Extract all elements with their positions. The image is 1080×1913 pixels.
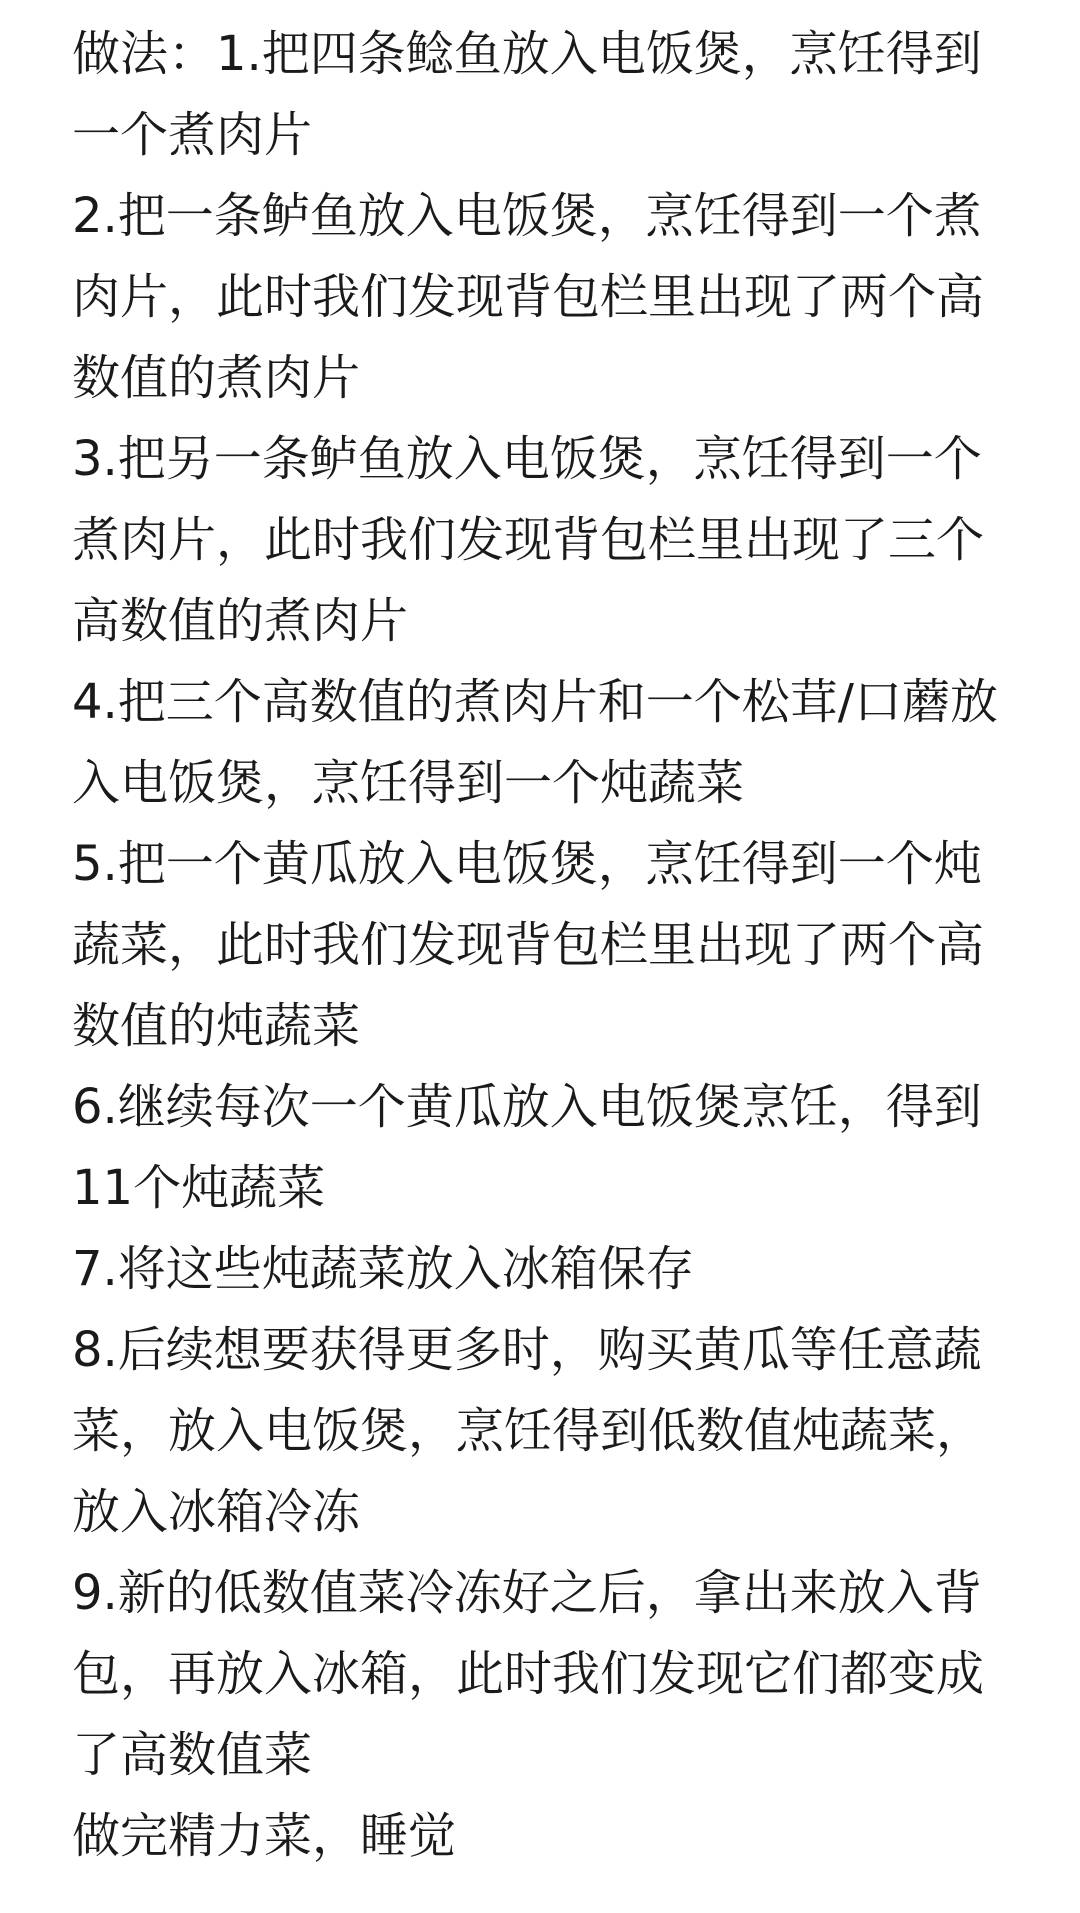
text-line: 一个煮肉片 xyxy=(72,107,313,163)
text-line: 入电饭煲，烹饪得到一个炖蔬菜 xyxy=(72,755,745,811)
text-line: 放入冰箱冷冻 xyxy=(72,1484,361,1540)
text-line: 8.后续想要获得更多时，购买黄瓜等任意蔬 xyxy=(72,1322,982,1378)
text-line: 3.把另一条鲈鱼放入电饭煲，烹饪得到一个 xyxy=(72,431,982,487)
text-line: 了高数值菜 xyxy=(72,1727,313,1783)
text-line: 11个炖蔬菜 xyxy=(72,1160,326,1216)
text-line: 包，再放入冰箱，此时我们发现它们都变成 xyxy=(72,1646,985,1702)
text-line: 2.把一条鲈鱼放入电饭煲，烹饪得到一个煮 xyxy=(72,188,982,244)
text-line: 煮肉片，此时我们发现背包栏里出现了三个 xyxy=(72,512,985,568)
text-line: 6.继续每次一个黄瓜放入电饭煲烹饪，得到 xyxy=(72,1079,982,1135)
text-line: 7.将这些炖蔬菜放入冰箱保存 xyxy=(72,1241,694,1297)
text-line: 肉片，此时我们发现背包栏里出现了两个高 xyxy=(72,269,985,325)
text-line: 做完精力菜，睡觉 xyxy=(72,1808,457,1864)
recipe-text xyxy=(72,14,1032,1877)
text-line: 做法：1.把四条鲶鱼放入电饭煲，烹饪得到 xyxy=(72,26,982,82)
text-line: 4.把三个高数值的煮肉片和一个松茸/口蘑放 xyxy=(72,674,998,730)
text-line: 蔬菜，此时我们发现背包栏里出现了两个高 xyxy=(72,917,985,973)
text-line: 9.新的低数值菜冷冻好之后，拿出来放入背 xyxy=(72,1565,982,1621)
text-line: 高数值的煮肉片 xyxy=(72,593,409,649)
text-line: 数值的煮肉片 xyxy=(72,350,361,406)
text-line: 数值的炖蔬菜 xyxy=(72,998,361,1054)
text-line: 菜，放入电饭煲，烹饪得到低数值炖蔬菜， xyxy=(72,1403,985,1459)
text-line: 5.把一个黄瓜放入电饭煲，烹饪得到一个炖 xyxy=(72,836,982,892)
